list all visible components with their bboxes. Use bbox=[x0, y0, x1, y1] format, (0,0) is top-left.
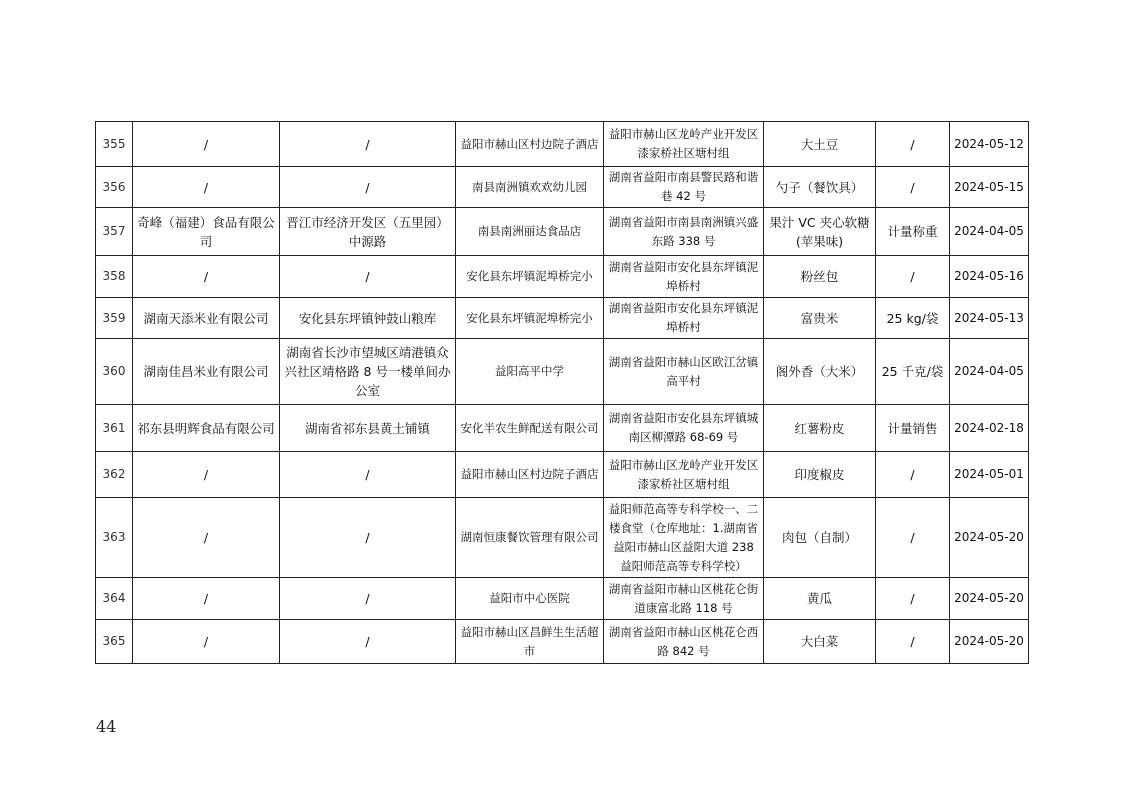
production-date-cell: 2024-05-01 bbox=[950, 452, 1029, 498]
food-name-cell: 黄瓜 bbox=[764, 578, 876, 620]
sampled-unit-address-cell: 湖南省益阳市安化县东坪镇泥埠桥村 bbox=[604, 298, 764, 339]
manufacturer-address-cell: / bbox=[280, 256, 456, 298]
specification-cell: 25 千克/袋 bbox=[876, 339, 950, 405]
production-date-cell: 2024-05-20 bbox=[950, 498, 1029, 578]
specification-cell: / bbox=[876, 256, 950, 298]
manufacturer-address-cell: / bbox=[280, 620, 456, 664]
table-row bbox=[96, 208, 1029, 256]
sampled-unit-address-cell: 益阳师范高等专科学校一、二楼食堂（仓库地址：1.湖南省益阳市赫山区益阳大道 238 益阳师范高等专科学校） bbox=[604, 498, 764, 578]
row-number-cell: 357 bbox=[96, 208, 133, 256]
sampled-unit-name-cell: 益阳市赫山区昌鲜生生活超市 bbox=[456, 620, 604, 664]
sampled-unit-name-cell: 益阳市赫山区村边院子酒店 bbox=[456, 452, 604, 498]
food-name-cell: 印度椒皮 bbox=[764, 452, 876, 498]
production-date-cell: 2024-04-05 bbox=[950, 208, 1029, 256]
row-number-cell: 360 bbox=[96, 339, 133, 405]
manufacturer-address-cell: 安化县东坪镇钟鼓山粮库 bbox=[280, 298, 456, 339]
specification-cell: / bbox=[876, 122, 950, 167]
manufacturer-name-cell: / bbox=[133, 498, 280, 578]
specification-cell: / bbox=[876, 167, 950, 208]
sampled-unit-name-cell: 南县南洲丽达食品店 bbox=[456, 208, 604, 256]
manufacturer-name-cell: 奇峰（福建）食品有限公司 bbox=[133, 208, 280, 256]
table-row bbox=[96, 167, 1029, 208]
manufacturer-address-cell: / bbox=[280, 122, 456, 167]
production-date-cell: 2024-05-20 bbox=[950, 578, 1029, 620]
row-number-cell: 362 bbox=[96, 452, 133, 498]
manufacturer-address-cell: / bbox=[280, 498, 456, 578]
page-number: 44 bbox=[96, 717, 117, 736]
table-row bbox=[96, 339, 1029, 405]
sampled-unit-address-cell: 湖南省益阳市南县南洲镇兴盛东路 338 号 bbox=[604, 208, 764, 256]
sampled-unit-address-cell: 湖南省益阳市安化县东坪镇城南区柳潭路 68-69 号 bbox=[604, 405, 764, 452]
row-number-cell: 355 bbox=[96, 122, 133, 167]
manufacturer-address-cell: / bbox=[280, 578, 456, 620]
manufacturer-name-cell: / bbox=[133, 578, 280, 620]
food-name-cell: 勺子（餐饮具） bbox=[764, 167, 876, 208]
row-number-cell: 361 bbox=[96, 405, 133, 452]
table-row bbox=[96, 122, 1029, 167]
production-date-cell: 2024-05-13 bbox=[950, 298, 1029, 339]
row-number-cell: 358 bbox=[96, 256, 133, 298]
specification-cell: / bbox=[876, 498, 950, 578]
production-date-cell: 2024-05-16 bbox=[950, 256, 1029, 298]
sampled-unit-name-cell: 安化县东坪镇泥埠桥完小 bbox=[456, 298, 604, 339]
sampling-results-table bbox=[95, 121, 1029, 664]
manufacturer-name-cell: 湖南佳昌米业有限公司 bbox=[133, 339, 280, 405]
manufacturer-address-cell: / bbox=[280, 167, 456, 208]
production-date-cell: 2024-04-05 bbox=[950, 339, 1029, 405]
food-name-cell: 阁外香（大米） bbox=[764, 339, 876, 405]
manufacturer-name-cell: / bbox=[133, 122, 280, 167]
food-name-cell: 红薯粉皮 bbox=[764, 405, 876, 452]
specification-cell: 计量称重 bbox=[876, 208, 950, 256]
food-name-cell: 富贵米 bbox=[764, 298, 876, 339]
manufacturer-name-cell: 湖南天添米业有限公司 bbox=[133, 298, 280, 339]
production-date-cell: 2024-05-20 bbox=[950, 620, 1029, 664]
sampled-unit-address-cell: 湖南省益阳市赫山区欧江岔镇高平村 bbox=[604, 339, 764, 405]
table-row bbox=[96, 298, 1029, 339]
sampled-unit-name-cell: 安化半农生鲜配送有限公司 bbox=[456, 405, 604, 452]
manufacturer-address-cell: 湖南省长沙市望城区靖港镇众兴社区靖格路 8 号一楼单间办公室 bbox=[280, 339, 456, 405]
food-name-cell: 大土豆 bbox=[764, 122, 876, 167]
specification-cell: 25 kg/袋 bbox=[876, 298, 950, 339]
row-number-cell: 356 bbox=[96, 167, 133, 208]
production-date-cell: 2024-05-12 bbox=[950, 122, 1029, 167]
specification-cell: / bbox=[876, 620, 950, 664]
sampled-unit-address-cell: 湖南省益阳市赫山区桃花仑街道康富北路 118 号 bbox=[604, 578, 764, 620]
manufacturer-name-cell: / bbox=[133, 620, 280, 664]
row-number-cell: 365 bbox=[96, 620, 133, 664]
sampled-unit-name-cell: 益阳市中心医院 bbox=[456, 578, 604, 620]
specification-cell: / bbox=[876, 452, 950, 498]
sampled-unit-address-cell: 益阳市赫山区龙岭产业开发区漆家桥社区塘村组 bbox=[604, 122, 764, 167]
sampled-unit-name-cell: 安化县东坪镇泥埠桥完小 bbox=[456, 256, 604, 298]
manufacturer-name-cell: 祁东县明辉食品有限公司 bbox=[133, 405, 280, 452]
food-name-cell: 大白菜 bbox=[764, 620, 876, 664]
sampled-unit-address-cell: 湖南省益阳市安化县东坪镇泥埠桥村 bbox=[604, 256, 764, 298]
food-name-cell: 果汁 VC 夹心软糖(苹果味) bbox=[764, 208, 876, 256]
production-date-cell: 2024-05-15 bbox=[950, 167, 1029, 208]
table-body bbox=[96, 122, 1029, 664]
manufacturer-name-cell: / bbox=[133, 452, 280, 498]
manufacturer-address-cell: / bbox=[280, 452, 456, 498]
specification-cell: / bbox=[876, 578, 950, 620]
sampled-unit-address-cell: 湖南省益阳市南县警民路和谐巷 42 号 bbox=[604, 167, 764, 208]
food-name-cell: 粉丝包 bbox=[764, 256, 876, 298]
row-number-cell: 364 bbox=[96, 578, 133, 620]
table-row bbox=[96, 578, 1029, 620]
sampled-unit-name-cell: 湖南恒康餐饮管理有限公司 bbox=[456, 498, 604, 578]
production-date-cell: 2024-02-18 bbox=[950, 405, 1029, 452]
specification-cell: 计量销售 bbox=[876, 405, 950, 452]
table-row bbox=[96, 405, 1029, 452]
row-number-cell: 363 bbox=[96, 498, 133, 578]
table-row bbox=[96, 256, 1029, 298]
table-row bbox=[96, 452, 1029, 498]
manufacturer-name-cell: / bbox=[133, 167, 280, 208]
manufacturer-address-cell: 晋江市经济开发区（五里园）中源路 bbox=[280, 208, 456, 256]
food-name-cell: 肉包（自制） bbox=[764, 498, 876, 578]
sampled-unit-name-cell: 益阳市赫山区村边院子酒店 bbox=[456, 122, 604, 167]
sampled-unit-address-cell: 湖南省益阳市赫山区桃花仑西路 842 号 bbox=[604, 620, 764, 664]
table-row bbox=[96, 498, 1029, 578]
manufacturer-name-cell: / bbox=[133, 256, 280, 298]
sampled-unit-name-cell: 益阳高平中学 bbox=[456, 339, 604, 405]
manufacturer-address-cell: 湖南省祁东县黄土铺镇 bbox=[280, 405, 456, 452]
sampled-unit-name-cell: 南县南洲镇欢欢幼儿园 bbox=[456, 167, 604, 208]
row-number-cell: 359 bbox=[96, 298, 133, 339]
table-row bbox=[96, 620, 1029, 664]
sampled-unit-address-cell: 益阳市赫山区龙岭产业开发区漆家桥社区塘村组 bbox=[604, 452, 764, 498]
